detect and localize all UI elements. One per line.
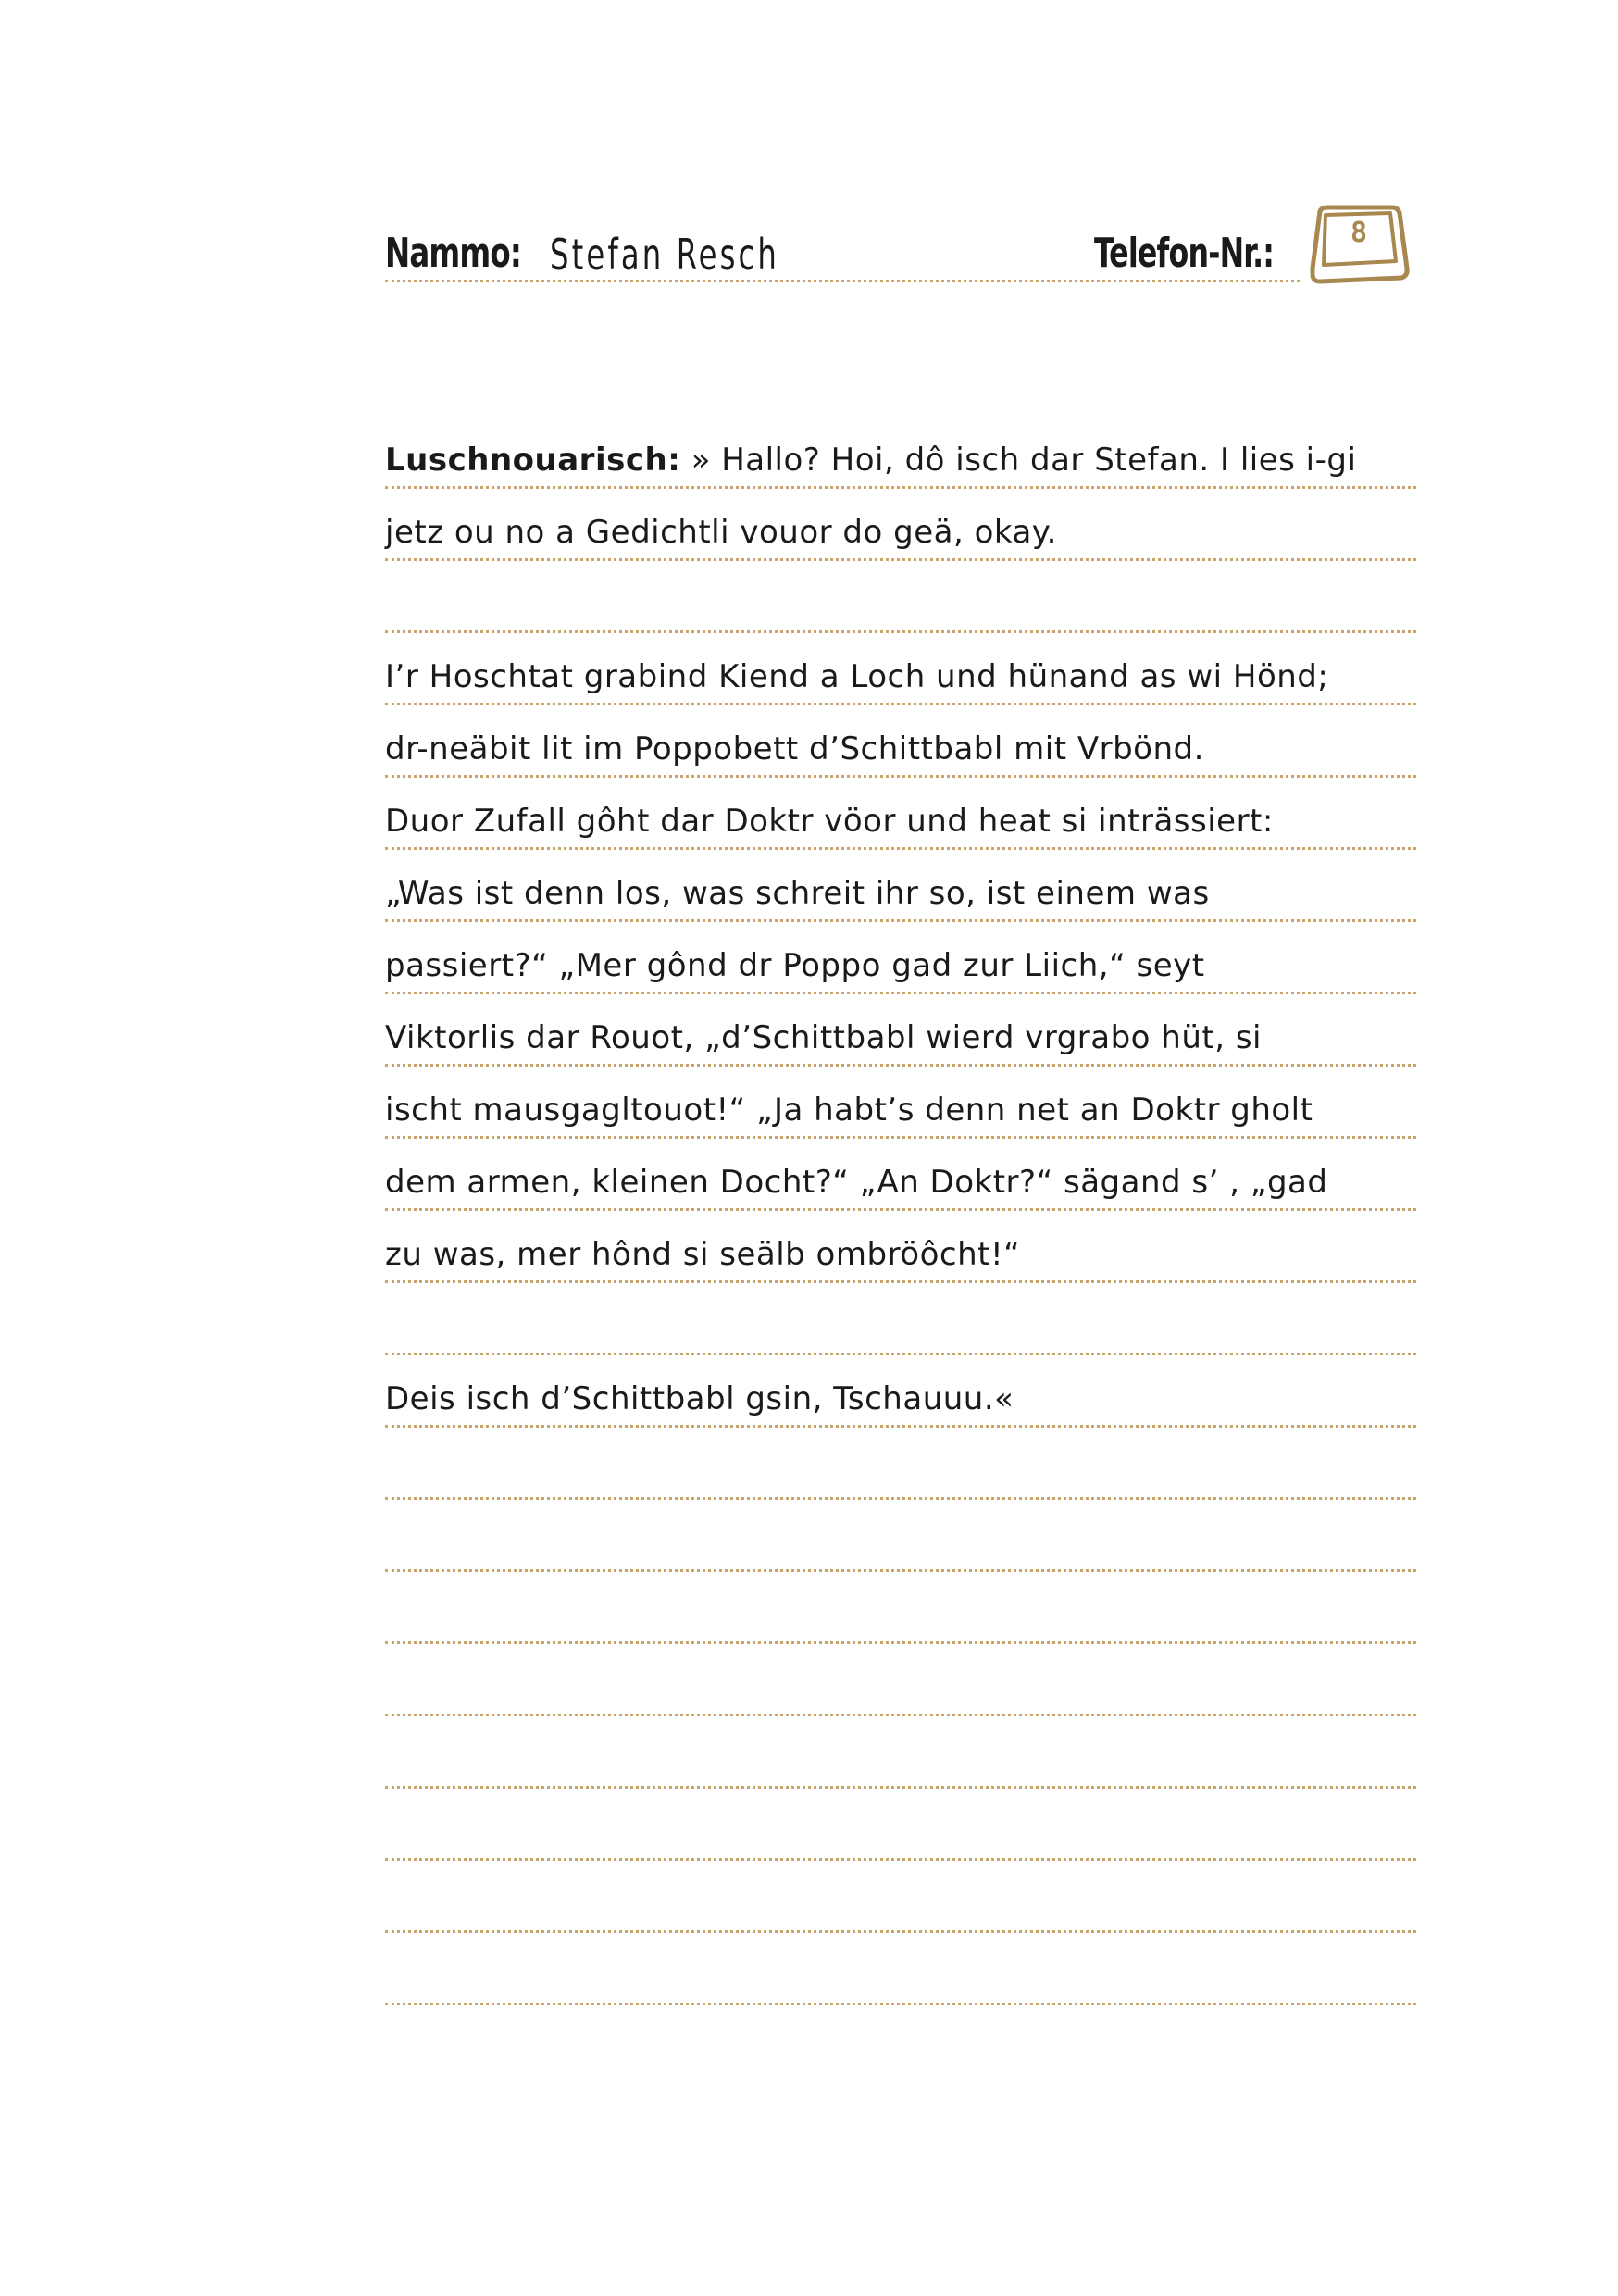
line-text: „Was ist denn los, was schreit ihr so, ist einem was [385,875,1210,912]
text-line [385,1355,1416,1428]
text-line [385,417,1416,489]
text-line [385,1572,1416,1644]
line-text: dr-neäbit lit im Poppobett d’Schittbabl mit Vrbönd. [385,730,1204,767]
line-text: I’r Hoschtat grabind Kiend a Loch und hünand as wi Hönd; [385,658,1329,695]
text-line [385,1211,1416,1283]
text-line [385,1500,1416,1572]
line-text: zu was, mer hônd si seälb ombröôcht!“ [385,1236,1021,1273]
phone-label: Telefon-Nr.: [1094,230,1275,277]
line-text: jetz ou no a Gedichtli vouor do geä, okay. [385,514,1057,551]
text-line [385,1428,1416,1500]
name-value: Stefan Resch [550,230,780,280]
text-line [385,1139,1416,1211]
text-line [385,1067,1416,1139]
keyboard-key-icon [1307,204,1411,289]
text-line [385,705,1416,778]
page-header [385,204,1416,287]
line-text: passiert?“ „Mer gônd dr Poppo gad zur Liich,“ seyt [385,947,1205,984]
text-lines [385,417,1416,2005]
intro-label: Luschnouarisch: [385,442,681,479]
text-line [385,922,1416,994]
text-line [385,850,1416,922]
line-text: Deis isch d’Schittbabl gsin, Tschauuu.« [385,1380,1014,1417]
text-line [385,489,1416,561]
key-number: 8 [1350,217,1368,249]
text-line [385,1789,1416,1861]
text-line [385,561,1416,633]
text-line [385,1283,1416,1355]
text-line [385,994,1416,1067]
text-line [385,1644,1416,1716]
line-text: ischt mausgagltouot!“ „Ja habt’s denn net an Doktr gholt [385,1092,1313,1129]
text-line [385,633,1416,705]
line-text: dem armen, kleinen Docht?“ „An Doktr?“ sägand s’ , „gad [385,1164,1328,1201]
header-dotted-line [385,280,1300,282]
text-line [385,1933,1416,2005]
text-line [385,778,1416,850]
line-text: Viktorlis dar Rouot, „d’Schittbabl wierd vrgrabo hüt, si [385,1019,1262,1056]
text-line [385,1861,1416,1933]
text-line [385,1716,1416,1789]
line-text: » Hallo? Hoi, dô isch dar Stefan. I lies i-gi [680,442,1357,479]
line-text: Duor Zufall gôht dar Doktr vöor und heat si inträssiert: [385,803,1274,840]
name-label: Nammo: [385,230,522,277]
